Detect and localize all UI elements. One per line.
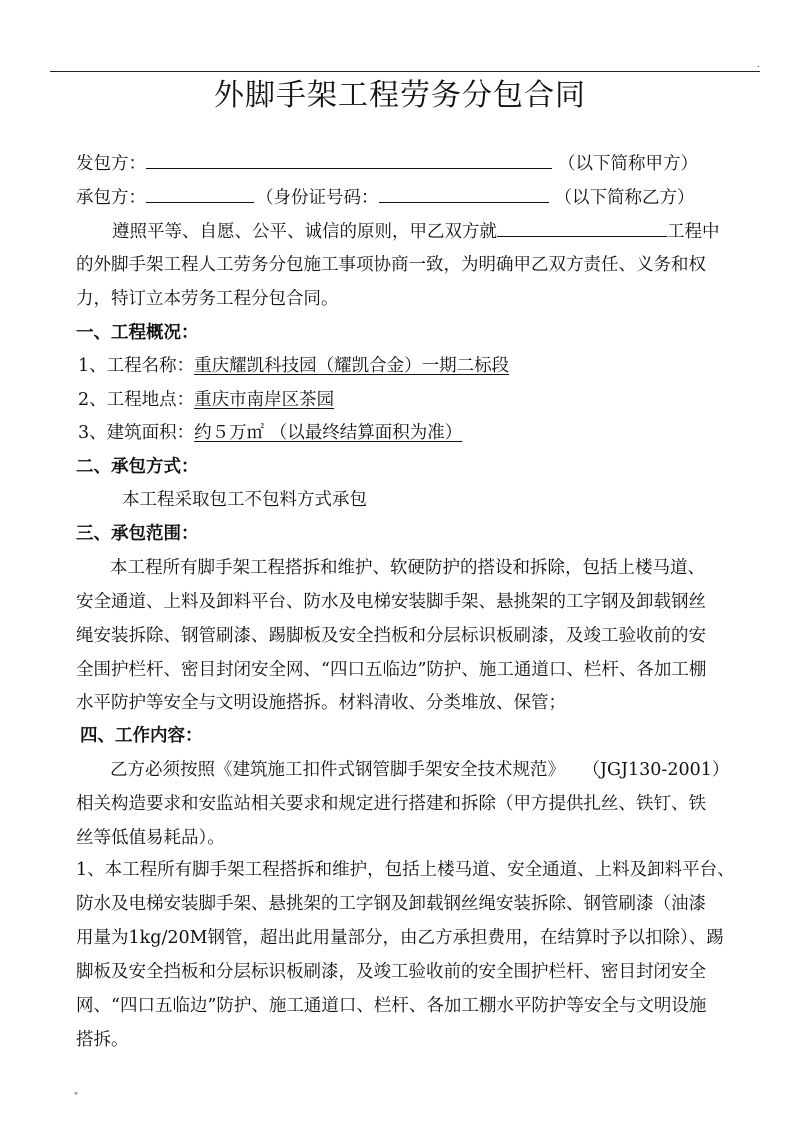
section-2-text: 本工程采取包工不包料方式承包	[122, 490, 367, 510]
document-title: 外脚手架工程劳务分包合同	[214, 78, 586, 113]
item-3-value: 约５万㎡ （以最终结算面积为准）	[194, 423, 463, 443]
item-2-label: 2、工程地点：	[78, 390, 195, 410]
item-1-line	[78, 354, 509, 378]
section-3-line-5: 水平防护等安全与文明设施搭拆。材料清收、分类堆放、保管；	[76, 693, 566, 713]
section-4-line-8: 网、“四口五临边”防护、施工通道口、栏杆、各加工棚水平防护等安全与文明设施	[76, 996, 707, 1016]
section-3-heading: 三、承包范围：	[76, 524, 199, 544]
section-4-line-5: 防水及电梯安装脚手架、悬挑架的工字钢及卸载钢丝绳安装拆除、钢管刷漆（油漆	[76, 894, 706, 914]
party-a-blank[interactable]	[146, 150, 552, 169]
section-1-heading: 一、工程概况：	[76, 323, 199, 343]
intro-text-start: 遵照平等、自愿、公平、诚信的原则，甲乙双方就	[112, 222, 497, 242]
bottom-mark: "	[74, 1092, 79, 1102]
section-2-heading: 二、承包方式：	[76, 457, 199, 477]
section-3-line-1: 本工程所有脚手架工程搭拆和维护、软硬防护的搭设和拆除，包括上楼马道、	[110, 558, 705, 578]
party-a-suffix: （以下简称甲方）	[558, 154, 698, 174]
party-b-label: 承包方：	[76, 188, 146, 208]
section-4-line-7: 脚板及安全挡板和分层标识板刷漆，及竣工验收前的安全围护栏杆、密目封闭安全	[76, 962, 706, 982]
project-name-blank[interactable]	[497, 218, 667, 237]
party-a-label: 发包方：	[76, 154, 146, 174]
item-1-value: 重庆耀凯科技园（耀凯合金）一期二标段	[194, 356, 510, 376]
section-4-line-9: 搭拆。	[76, 1030, 129, 1050]
party-b-id-label: （身份证号码：	[256, 188, 379, 208]
section-4-line-1: 乙方必须按照《建筑施工扣件式钢管脚手架安全技术规范》 （JGJ130-2001）	[110, 760, 730, 780]
section-4-line-3: 丝等低值易耗品）。	[76, 828, 225, 848]
section-3-line-2: 安全通道、上料及卸料平台、防水及电梯安装脚手架、悬挑架的工字钢及卸载钢丝	[76, 592, 706, 612]
item-3-line	[78, 421, 462, 445]
section-3-line-3: 绳安装拆除、钢管刷漆、踢脚板及安全挡板和分层标识板刷漆，及竣工验收前的安	[76, 626, 706, 646]
party-b-suffix: （以下简称乙方）	[554, 188, 695, 208]
party-a-line	[76, 150, 698, 176]
item-2-value: 重庆市南岸区茶园	[194, 390, 335, 410]
item-1-label: 1、工程名称：	[78, 356, 195, 376]
section-3-line-4: 全围护栏杆、密目封闭安全网、“四口五临边”防护、施工通道口、栏杆、各加工棚	[76, 660, 707, 680]
party-b-id-blank[interactable]	[379, 184, 549, 203]
intro-line-3: 力，特订立本劳务工程分包合同。	[76, 289, 339, 309]
intro-line-2: 的外脚手架工程人工劳务分包施工事项协商一致，为明确甲乙双方责任、义务和权	[76, 255, 706, 275]
section-4-line-2: 相关构造要求和安监站相关要求和规定进行搭建和拆除（甲方提供扎丝、铁钉、铁	[76, 794, 706, 814]
item-2-line	[78, 388, 334, 412]
section-4-heading: 四、工作内容：	[80, 726, 203, 746]
section-4-line-6: 用量为1kg/20M钢管，超出此用量部分，由乙方承担费用，在结算时予以扣除）、踢	[76, 928, 724, 948]
section-4-line-4: 1、本工程所有脚手架工程搭拆和维护，包括上楼马道、安全通道、上料及卸料平台、	[76, 860, 735, 880]
intro-line-1	[112, 218, 720, 244]
party-b-line	[76, 184, 695, 210]
item-3-label: 3、建筑面积：	[78, 423, 195, 443]
intro-text-end: 工程中	[667, 222, 720, 242]
party-b-blank[interactable]	[146, 184, 254, 203]
top-mark: .	[757, 60, 760, 70]
